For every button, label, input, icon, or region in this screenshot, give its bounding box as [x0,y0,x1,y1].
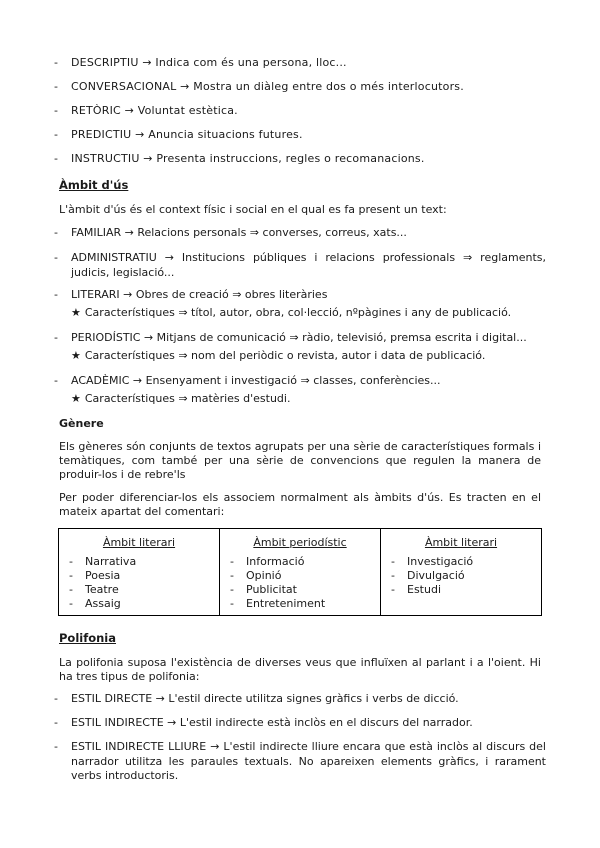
star-icon: ★ [71,349,81,362]
genere-paragraph: Els gèneres són conjunts de textos agrupats per una sèrie de característiques formals i temàtiques, com també per una sèrie de convencions que regulen la manera de produir-los i de rebre'ls [59,440,541,481]
genre-item: - Teatre [69,583,119,596]
section-heading-ambit: Àmbit d'ús [59,178,129,192]
genre-item: - Estudi [391,583,442,596]
list-item-text: ESTIL INDIRECTE LLIURE → L'estil indirecte lliure encara que està inclòs al discurs del narrador utilitza les paraules textuals. No apareixen elements gràfics, i rarament verbs introductoris. [71,740,546,782]
genre-column-header: Àmbit literari [424,536,498,549]
list-item-text: ESTIL DIRECTE → L'estil directe utilitza signes gràfics i verbs de dicció. [71,692,459,705]
list-dash: - [54,80,58,93]
genre-column-header: Àmbit literari [102,536,176,549]
list-dash: - [54,331,58,344]
section-heading-polifonia: Polifonia [59,631,117,645]
list-dash: - [54,288,58,301]
list-item-text: ESTIL INDIRECTE → L'estil indirecte està inclòs en el discurs del narrador. [71,716,473,729]
list-dash: - [54,251,58,264]
star-icon: ★ [71,392,81,405]
genre-item: - Investigació [391,555,474,568]
characteristics-item [71,306,541,321]
list-dash: - [54,226,58,239]
list-item-text: PERIODÍSTIC → Mitjans de comunicació ⇒ ràdio, televisió, premsa escrita i digital... [71,331,527,344]
genre-column [220,529,381,615]
list-item-text: ACADÈMIC → Ensenyament i investigació ⇒ classes, conferències... [71,374,441,387]
characteristics-item [71,349,541,364]
ambit-intro: L'àmbit d'ús és el context físic i social en el qual es fa present un text: [59,203,447,216]
list-item-text: PREDICTIU → Anuncia situacions futures. [71,128,303,141]
genre-item: - Divulgació [391,569,465,582]
list-dash: - [54,104,58,117]
list-dash: - [54,740,58,753]
list-dash: - [54,128,58,141]
genre-column-header: Àmbit periodístic [253,536,347,549]
list-item-text: RETÒRIC → Voluntat estètica. [71,104,238,117]
list-item-text: CONVERSACIONAL → Mostra un diàleg entre dos o més interlocutors. [71,80,464,93]
characteristics-text: Característiques ⇒ títol, autor, obra, col·lecció, nºpàgines i any de publicació. [84,306,512,319]
list-dash: - [54,692,58,705]
list-item-text: FAMILIAR → Relacions personals ⇒ converses, correus, xats... [71,226,407,239]
genre-item: - Opinió [230,569,282,582]
star-icon: ★ [71,306,81,319]
genre-item: - Poesia [69,569,121,582]
genre-item: - Publicitat [230,583,297,596]
genre-item: - Entreteniment [230,597,326,610]
list-dash: - [54,374,58,387]
list-item-text: ADMINISTRATIU → Institucions públiques i relacions professionals ⇒ reglaments, judicis, legislació... [71,251,546,279]
list-item-text: DESCRIPTIU → Indica com és una persona, lloc... [71,56,347,69]
list-dash: - [54,56,58,69]
list-item-text: LITERARI → Obres de creació ⇒ obres literàries [71,288,328,301]
genre-table [58,528,542,616]
genre-item: - Assaig [69,597,121,610]
list-dash: - [54,152,58,165]
list-item-text: INSTRUCTIU → Presenta instruccions, regles o recomanacions. [71,152,425,165]
characteristics-text: Característiques ⇒ matèries d'estudi. [84,392,291,405]
genre-column [59,529,220,615]
polifonia-intro: La polifonia suposa l'existència de diverses veus que influïxen al parlant i a l'oient. Hi ha tres tipus de polifonia: [59,656,541,683]
characteristics-text: Característiques ⇒ nom del periòdic o revista, autor i data de publicació. [84,349,486,362]
genre-item: - Informació [230,555,305,568]
characteristics-item [71,392,541,407]
genre-item: - Narrativa [69,555,137,568]
genre-column [381,529,541,615]
section-heading-genere: Gènere [59,417,104,430]
list-dash: - [54,716,58,729]
genere-paragraph: Per poder diferenciar-los els associem normalment als àmbits d'ús. Es tracten en el mateix apartat del comentari: [59,491,541,518]
